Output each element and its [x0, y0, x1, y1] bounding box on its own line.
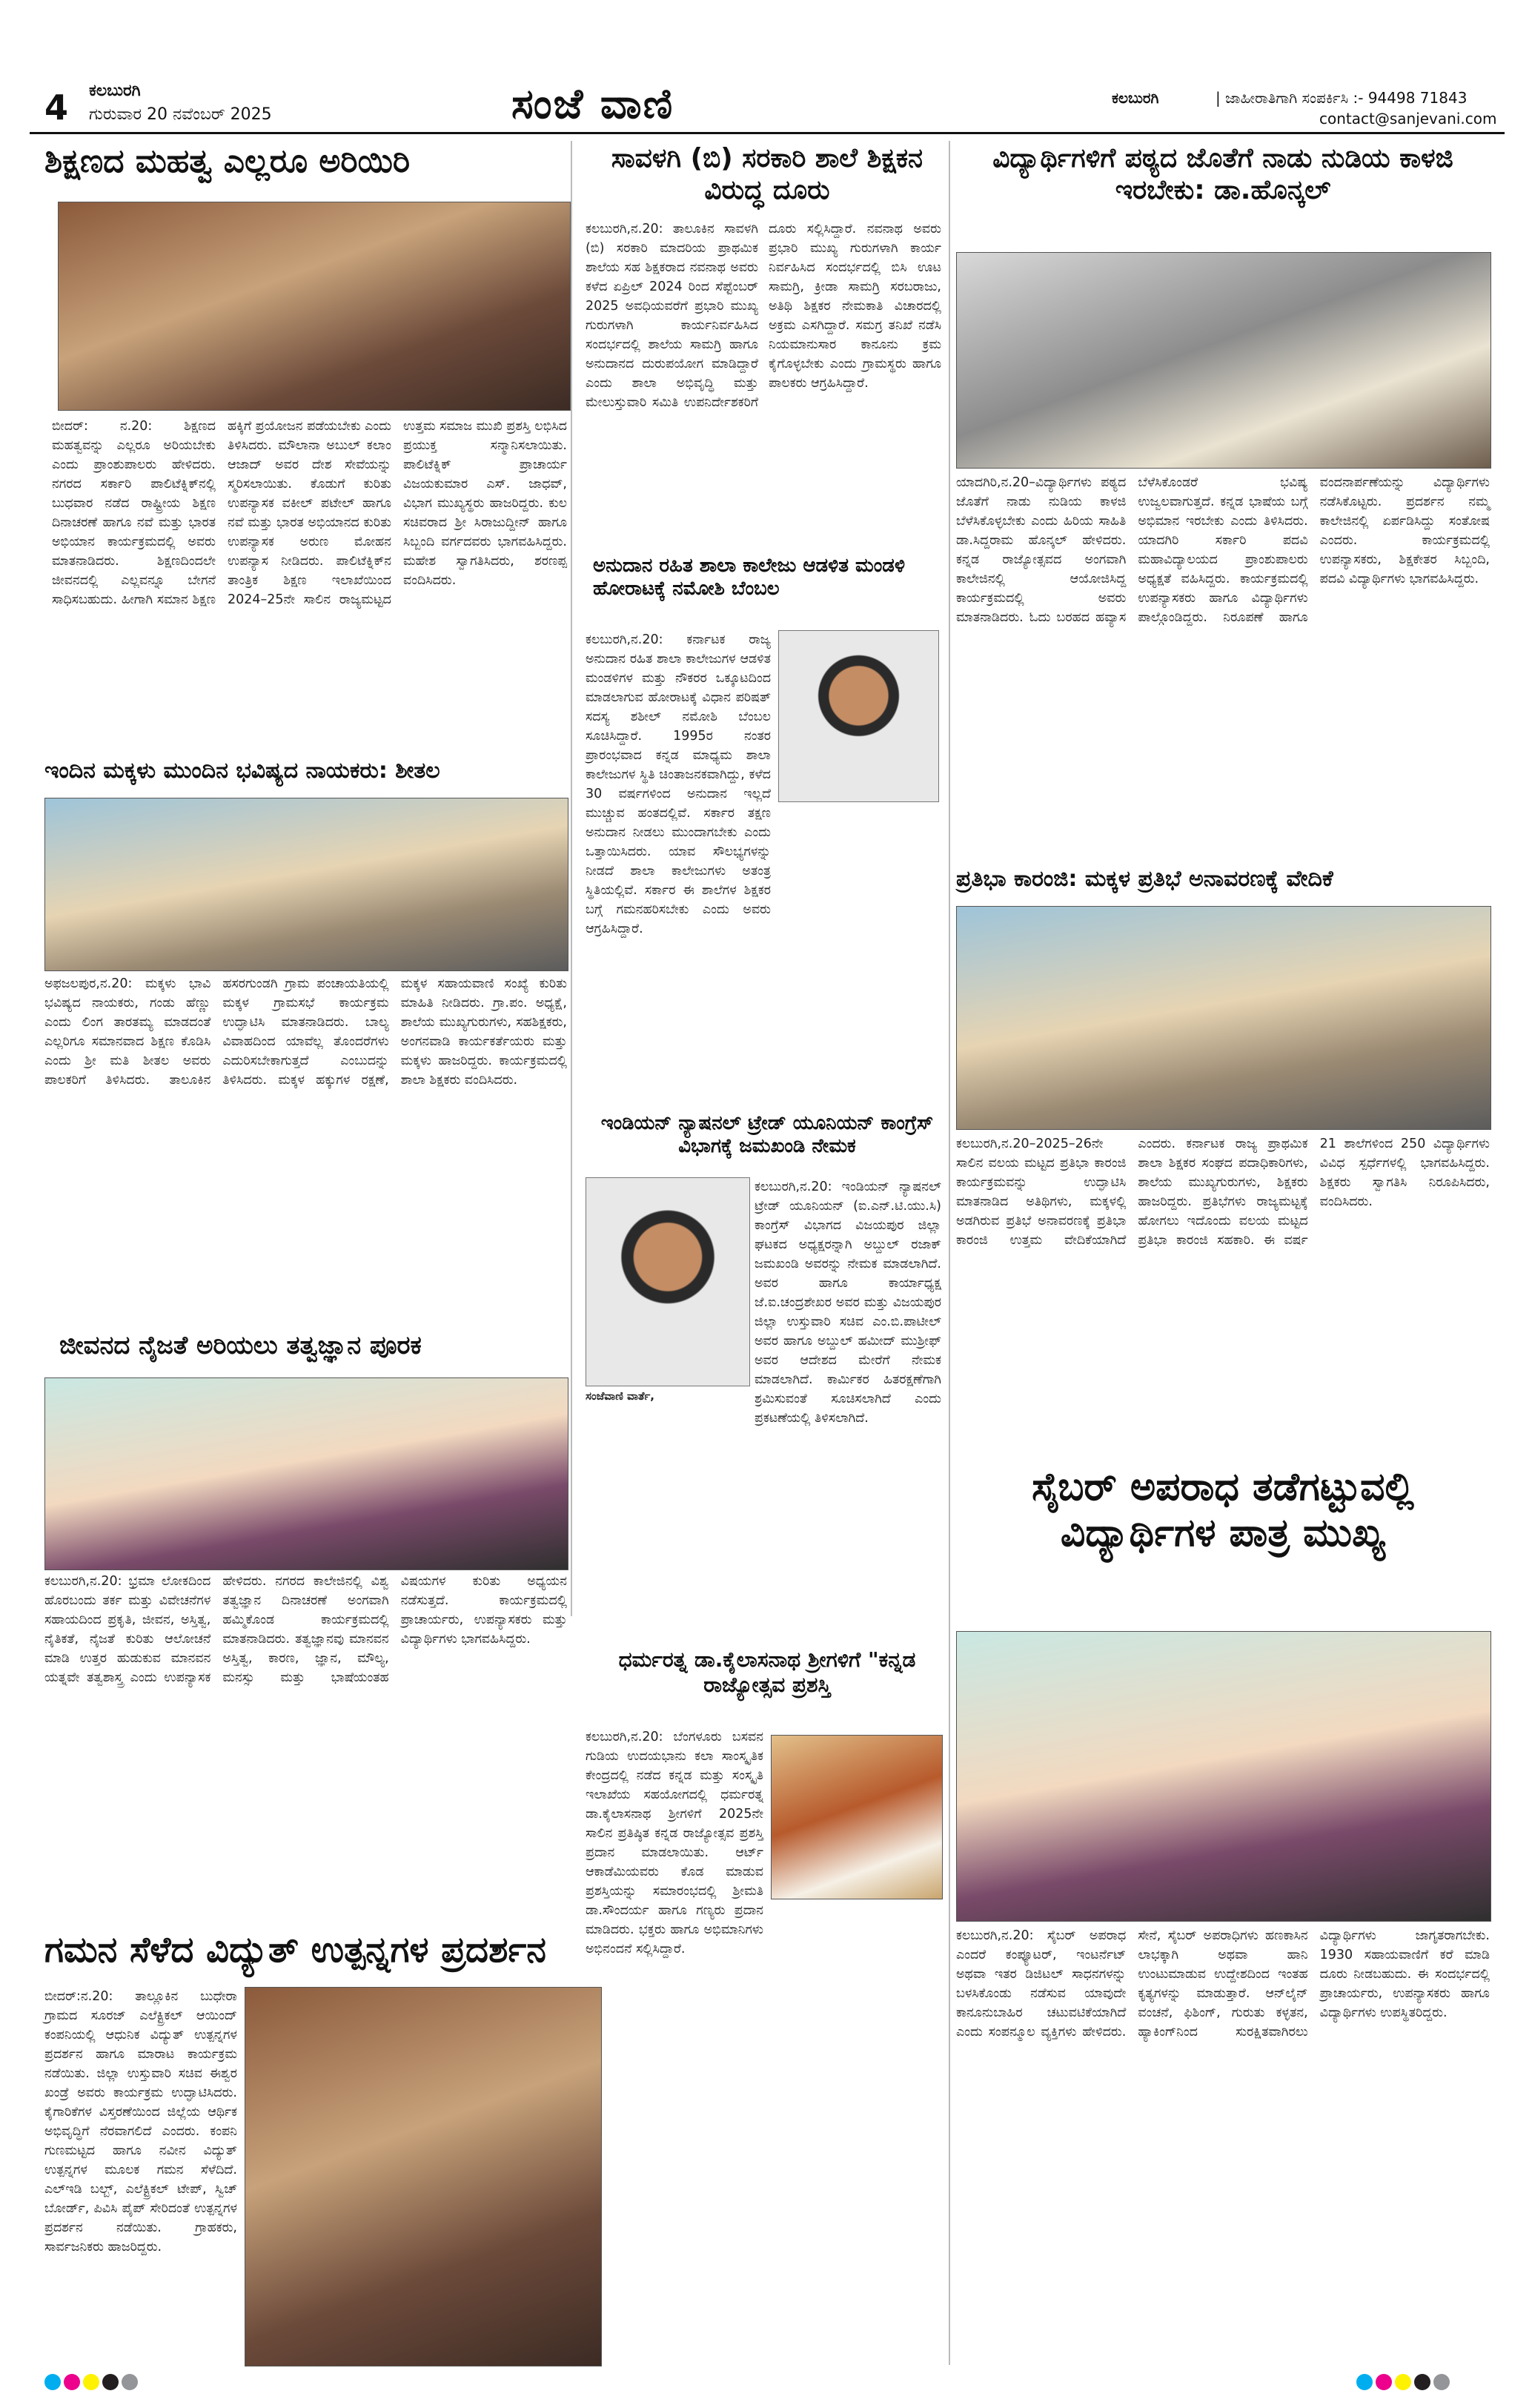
article-body-a10: ಕಲಬುರಗಿ,ನ.20: ಬೆಂಗಳೂರು ಬಸವನ ಗುಡಿಯ ಉದಯಭಾನು ಕಲಾ ಸಾಂಸ್ಕೃತಿಕ ಕೇಂದ್ರದಲ್ಲಿ ನಡೆದ ಕನ್ನಡ ಮತ್ತು ಸಂಸ್ಕೃತಿ ಇಲಾಖೆಯ ಸಹಯೋಗದಲ್ಲಿ ಧರ್ಮರತ್ನ ಡಾ.ಕೈಲಾಸನಾಥ ಶ್ರೀಗಳಿಗೆ 2025ನೇ ಸಾಲಿನ ಪ್ರತಿಷ್ಠಿತ ಕನ್ನಡ ರಾಜ್ಯೋತ್ಸವ ಪ್ರಶಸ್ತಿ ಪ್ರದಾನ ಮಾಡಲಾಯಿತು. ಆರ್ಟ್ ಆಕಾಡೆಮಿಯವರು ಕೊಡ ಮಾಡುವ ಪ್ರಶಸ್ತಿಯನ್ನು ಸಮಾರಂಭದಲ್ಲಿ ಶ್ರೀಮತಿ ಡಾ.ಸೌಂದರ್ಯ ಹಾಗೂ ಗಣ್ಯರು ಪ್ರದಾನ ಮಾಡಿದರು. ಭಕ್ತರು ಹಾಗೂ ಅಭಿಮಾನಿಗಳು ಅಭಿನಂದನೆ ಸಲ್ಲಿಸಿದ್ದಾರೆ.: [586, 1730, 763, 1956]
newspaper-logo: [511, 80, 674, 129]
article-body-a4-cont: [586, 804, 941, 1116]
headline-a8: ಪ್ರತಿಭಾ ಕಾರಂಜಿ: ಮಕ್ಕಳ ಪ್ರತಿಭೆ ಅನಾವರಣಕ್ಕೆ ವೇದಿಕೆ: [956, 866, 1333, 892]
registration-dot: [1356, 2374, 1373, 2390]
article-body-a7: ಕಲಬುರಗಿ,ನ.20: ಭ್ರಮಾ ಲೋಕದಿಂದ ಹೊರಬಂದು ತರ್ಕ ಮತ್ತು ವಿವೇಚನೆಗಳ ಸಹಾಯದಿಂದ ಪ್ರಕೃತಿ, ಜೀವನ, ಅಸ್ತಿತ್ವ, ನೈತಿಕತೆ, ನೈಜತೆ ಕುರಿತು ಆಲೋಚನೆ ಮಾಡಿ ಉತ್ತರ ಹುಡುಕುವ ಮಾನವನ ಯತ್ನವೇ ತತ್ವಶಾಸ್ತ್ರ ಎಂದು ಉಪನ್ಯಾಸಕ ಹೇಳಿದರು. ನಗರದ ಕಾಲೇಜಿನಲ್ಲಿ ವಿಶ್ವ ತತ್ವಜ್ಞಾನ ದಿನಾಚರಣೆ ಅಂಗವಾಗಿ ಹಮ್ಮಿಕೊಂಡ ಕಾರ್ಯಕ್ರಮದಲ್ಲಿ ಮಾತನಾಡಿದರು. ತತ್ವಜ್ಞಾನವು ಮಾನವನ ಅಸ್ತಿತ್ವ, ಕಾರಣ, ಜ್ಞಾನ, ಮೌಲ್ಯ, ಮನಸ್ಸು ಮತ್ತು ಭಾಷೆಯಂತಹ ವಿಷಯಗಳ ಕುರಿತು ಅಧ್ಯಯನ ನಡೆಸುತ್ತದೆ. ಕಾರ್ಯಕ್ರಮದಲ್ಲಿ ಪ್ರಾಚಾರ್ಯರು, ಉಪನ್ಯಾಸಕರು ಮತ್ತು ವಿದ್ಯಾರ್ಥಿಗಳು ಭಾಗವಹಿಸಿದ್ದರು.: [44, 1574, 567, 1685]
headline-a3: ವಿದ್ಯಾರ್ಥಿಗಳಿಗೆ ಪಠ್ಯದ ಜೊತೆಗೆ ನಾಡು ನುಡಿಯ ಕಾಳಜಿ ಇರಬೇಕು: ಡಾ.ಹೊನ್ಕಲ್: [992, 143, 1453, 206]
article-body-a5: ಅಫಜಲಪುರ,ನ.20: ಮಕ್ಕಳು ಭಾವಿ ಭವಿಷ್ಯದ ನಾಯಕರು, ಗಂಡು ಹೆಣ್ಣು ಎಂದು ಲಿಂಗ ತಾರತಮ್ಯ ಮಾಡದಂತೆ ಎಲ್ಲರಿಗೂ ಸಮಾನವಾದ ಶಿಕ್ಷಣ ಕೊಡಿಸಿ ಎಂದು ಶ್ರೀ ಮತಿ ಶೀತಲ ಅವರು ಪಾಲಕರಿಗೆ ತಿಳಿಸಿದರು. ತಾಲೂಕಿನ ಹಸರಗುಂಡಗಿ ಗ್ರಾಮ ಪಂಚಾಯತಿಯಲ್ಲಿ ಮಕ್ಕಳ ಗ್ರಾಮಸಭೆ ಕಾರ್ಯಕ್ರಮ ಉದ್ಘಾಟಿಸಿ ಮಾತನಾಡಿದರು. ಬಾಲ್ಯ ವಿವಾಹದಿಂದ ಯಾವೆಲ್ಲ ತೊಂದರೆಗಳು ಎದುರಿಸಬೇಕಾಗುತ್ತದೆ ಎಂಬುದನ್ನು ತಿಳಿಸಿದರು. ಮಕ್ಕಳ ಹಕ್ಕುಗಳ ರಕ್ಷಣೆ, ಮಕ್ಕಳ ಸಹಾಯವಾಣಿ ಸಂಖ್ಯೆ ಕುರಿತು ಮಾಹಿತಿ ನೀಡಿದರು. ಗ್ರಾ.ಪಂ. ಅಧ್ಯಕ್ಷೆ, ಶಾಲೆಯ ಮುಖ್ಯಗುರುಗಳು, ಸಹಶಿಕ್ಷಕರು, ಅಂಗನವಾಡಿ ಕಾರ್ಯಕರ್ತೆಯರು ಮತ್ತು ಮಕ್ಕಳು ಹಾಜರಿದ್ದರು. ಕಾರ್ಯಕ್ರಮದಲ್ಲಿ ಶಾಲಾ ಶಿಕ್ಷಕರು ವಂದಿಸಿದರು.: [44, 976, 567, 1088]
city-left: ಕಲಬುರಗಿ: [89, 82, 141, 100]
portrait-a6: [586, 1177, 750, 1386]
photo-a8: [956, 906, 1491, 1130]
registration-dot: [1376, 2374, 1392, 2390]
article-body-a4: ಕಲಬುರಗಿ,ನ.20: ಕರ್ನಾಟಕ ರಾಜ್ಯ ಅನುದಾನ ರಹಿತ ಶಾಲಾ ಕಾಲೇಜುಗಳ ಆಡಳಿತ ಮಂಡಳಿಗಳ ಮತ್ತು ನೌಕರರ ಒಕ್ಕೂಟದಿಂದ ಮಾಡಲಾಗುವ ಹೋರಾಟಕ್ಕೆ ವಿಧಾನ ಪರಿಷತ್ ಸದಸ್ಯ ಶಶೀಲ್ ನಮೋಶಿ ಬೆಂಬಲ ಸೂಚಿಸಿದ್ದಾರೆ. 1995ರ ನಂತರ ಪ್ರಾರಂಭವಾದ ಕನ್ನಡ ಮಾಧ್ಯಮ ಶಾಲಾ ಕಾಲೇಜುಗಳ ಸ್ಥಿತಿ ಚಿಂತಾಜನಕವಾಗಿದ್ದು, ಕಳೆದ 30 ವರ್ಷಗಳಿಂದ ಅನುದಾನ ಇಲ್ಲದೆ ಮುಚ್ಚುವ ಹಂತದಲ್ಲಿವೆ. ಸರ್ಕಾರ ತಕ್ಷಣ ಅನುದಾನ ನೀಡಲು ಮುಂದಾಗಬೇಕು ಎಂದು ಒತ್ತಾಯಿಸಿದರು. ಯಾವ ಸೌಲಭ್ಯಗಳನ್ನು ನೀಡದೆ ಶಾಲಾ ಕಾಲೇಜುಗಳು ಅತಂತ್ರ ಸ್ಥಿತಿಯಲ್ಲಿವೆ. ಸರ್ಕಾರ ಈ ಶಾಲೆಗಳ ಶಿಕ್ಷಕರ ಬಗ್ಗೆ ಗಮನಹರಿಸಬೇಕು ಎಂದು ಅವರು ಆಗ್ರಹಿಸಿದ್ದಾರೆ.: [586, 632, 771, 936]
city-right: ಕಲಬುರಗಿ: [1112, 89, 1159, 107]
article-body-a11-cont: [609, 1987, 943, 2365]
caption-a6: ಸಂಜೆವಾಣಿ ವಾರ್ತೆ,: [586, 1389, 655, 1403]
registration-dot: [1395, 2374, 1411, 2390]
registration-dot: [102, 2374, 119, 2390]
headline-a6: ಇಂಡಿಯನ್ ನ್ಯಾಷನಲ್ ಟ್ರೇಡ್ ಯೂನಿಯನ್ ಕಾಂಗ್ರೆಸ್ ವಿಭಾಗಕ್ಕೆ ಜಮಖಂಡಿ ನೇಮಕ: [600, 1112, 934, 1158]
article-body-a2: ಕಲಬುರಗಿ,ನ.20: ತಾಲೂಕಿನ ಸಾವಳಗಿ (ಬಿ) ಸರಕಾರಿ ಮಾದರಿಯ ಪ್ರಾಥಮಿಕ ಶಾಲೆಯ ಸಹ ಶಿಕ್ಷಕರಾದ ನವನಾಥ ಅವರು ಕಳೆದ ಏಪ್ರಿಲ್ 2024 ರಿಂದ ಸೆಪ್ಟೆಂಬರ್ 2025 ಅವಧಿಯವರೆಗೆ ಪ್ರಭಾರಿ ಮುಖ್ಯ ಗುರುಗಳಾಗಿ ಕಾರ್ಯನಿರ್ವಹಿಸಿದ ಸಂದರ್ಭದಲ್ಲಿ ಶಾಲೆಯ ಸಾಮಗ್ರಿ ಹಾಗೂ ಅನುದಾನದ ದುರುಪಯೋಗ ಮಾಡಿದ್ದಾರೆ ಎಂದು ಶಾಲಾ ಅಭಿವೃದ್ಧಿ ಮತ್ತು ಮೇಲುಸ್ತುವಾರಿ ಸಮಿತಿ ಉಪನಿರ್ದೇಶಕರಿಗೆ ದೂರು ಸಲ್ಲಿಸಿದ್ದಾರೆ. ನವನಾಥ ಅವರು ಪ್ರಭಾರಿ ಮುಖ್ಯ ಗುರುಗಳಾಗಿ ಕಾರ್ಯ ನಿರ್ವಹಿಸಿದ ಸಂದರ್ಭದಲ್ಲಿ ಬಿಸಿ ಊಟ ಸಾಮಗ್ರಿ, ಕ್ರೀಡಾ ಸಾಮಗ್ರಿ ಸರಬರಾಜು, ಅತಿಥಿ ಶಿಕ್ಷಕರ ನೇಮಕಾತಿ ವಿಚಾರದಲ್ಲಿ ಅಕ್ರಮ ಎಸಗಿದ್ದಾರೆ. ಸಮಗ್ರ ತನಿಖೆ ನಡೆಸಿ ನಿಯಮಾನುಸಾರ ಕಾನೂನು ಕ್ರಮ ಕೈಗೊಳ್ಳಬೇಕು ಎಂದು ಗ್ರಾಮಸ್ಥರು ಹಾಗೂ ಪಾಲಕರು ಆಗ್ರಹಿಸಿದ್ದಾರೆ.: [586, 222, 941, 410]
registration-dot: [122, 2374, 138, 2390]
article-body-a11: ಬೀದರ್:ನ.20: ತಾಲ್ಲೂಕಿನ ಬುಧೇರಾ ಗ್ರಾಮದ ಸೂರಜ್ ಎಲೆಕ್ಟ್ರಿಕಲ್ ಆಯಿಂದ್ ಕಂಪನಿಯಲ್ಲಿ ಆಧುನಿಕ ವಿದ್ಯುತ್ ಉತ್ಪನ್ನಗಳ ಪ್ರದರ್ಶನ ಹಾಗೂ ಮಾರಾಟ ಕಾರ್ಯಕ್ರಮ ನಡೆಯಿತು. ಜಿಲ್ಲಾ ಉಸ್ತುವಾರಿ ಸಚಿವ ಈಶ್ವರ ಖಂಡ್ರೆ ಅವರು ಕಾರ್ಯಕ್ರಮ ಉದ್ಘಾಟಿಸಿದರು. ಕೈಗಾರಿಕೆಗಳ ವಿಸ್ತರಣೆಯಿಂದ ಜಿಲ್ಲೆಯ ಆರ್ಥಿಕ ಅಭಿವೃದ್ಧಿಗೆ ನೆರವಾಗಲಿದೆ ಎಂದರು. ಕಂಪನಿ ಗುಣಮಟ್ಟದ ಹಾಗೂ ನವೀನ ವಿದ್ಯುತ್ ಉತ್ಪನ್ನಗಳ ಮೂಲಕ ಗಮನ ಸೆಳೆದಿದೆ. ಎಲ್‌ಇಡಿ ಬಲ್ಬ್, ಎಲೆಕ್ಟ್ರಿಕಲ್ ಟೇಪ್, ಸ್ವಿಚ್ ಬೋರ್ಡ್, ಪಿವಿಸಿ ಪೈಪ್ ಸೇರಿದಂತೆ ಉತ್ಪನ್ನಗಳ ಪ್ರದರ್ಶನ ನಡೆಯಿತು. ಗ್ರಾಹಕರು, ಸಾರ್ವಜನಿಕರು ಹಾಜರಿದ್ದರು.: [44, 1989, 237, 2255]
article-body-a1: ಬೀದರ್: ನ.20: ಶಿಕ್ಷಣದ ಮಹತ್ವವನ್ನು ಎಲ್ಲರೂ ಅರಿಯಬೇಕು ಎಂದು ಪ್ರಾಂಶುಪಾಲರು ಹೇಳಿದರು. ನಗರದ ಸರ್ಕಾರಿ ಪಾಲಿಟೆಕ್ನಿಕ್‌ನಲ್ಲಿ ಬುಧವಾರ ನಡೆದ ರಾಷ್ಟ್ರೀಯ ಶಿಕ್ಷಣ ದಿನಾಚರಣೆ ಹಾಗೂ ನವೆ ಮತ್ತು ಭಾರತ ಅಭಿಯಾನ ಕಾರ್ಯಕ್ರಮದಲ್ಲಿ ಅವರು ಮಾತನಾಡಿದರು. ಶಿಕ್ಷಣದಿಂದಲೇ ಜೀವನದಲ್ಲಿ ಎಲ್ಲವನ್ನೂ ಬೇಗನೆ ಸಾಧಿಸಬಹುದು. ಹೀಗಾಗಿ ಸಮಾನ ಶಿಕ್ಷಣ ಹಕ್ಕಿಗೆ ಪ್ರಯೋಜನ ಪಡೆಯಬೇಕು ಎಂದು ತಿಳಿಸಿದರು. ಮೌಲಾನಾ ಅಬುಲ್ ಕಲಾಂ ಆಜಾದ್ ಅವರ ದೇಶ ಸೇವೆಯನ್ನು ಸ್ಮರಿಸಲಾಯಿತು. ಕೊಡುಗೆ ಕುರಿತು ಉಪನ್ಯಾಸಕ ವಕೀಲ್ ಪಟೇಲ್ ಹಾಗೂ ನವೆ ಮತ್ತು ಭಾರತ ಅಭಿಯಾನದ ಕುರಿತು ಉಪನ್ಯಾಸಕ ಅರುಣ ಮೋಹನ ಉಪನ್ಯಾಸ ನೀಡಿದರು. ಪಾಲಿಟೆಕ್ನಿಕ್‌ನ ತಾಂತ್ರಿಕ ಶಿಕ್ಷಣ ಇಲಾಖೆಯಿಂದ 2024–25ನೇ ಸಾಲಿನ ರಾಜ್ಯಮಟ್ಟದ ಉತ್ತಮ ಸಮಾಜ ಮುಖಿ ಪ್ರಶಸ್ತಿ ಲಭಿಸಿದ ಪ್ರಯುಕ್ತ ಸನ್ಮಾನಿಸಲಾಯಿತು. ಪಾಲಿಟೆಕ್ನಿಕ್ ಪ್ರಾಚಾರ್ಯ ವಿಜಯಕುಮಾರ ಎಸ್. ಜಾಧವ್, ವಿಭಾಗ ಮುಖ್ಯಸ್ಥರು ಹಾಜರಿದ್ದರು. ಕುಲ ಸಚಿವರಾದ ಶ್ರೀ ಸಿರಾಜುದ್ದೀನ್ ಹಾಗೂ ಸಿಬ್ಬಂದಿ ವರ್ಗದವರು ಭಾಗವಹಿಸಿದ್ದರು. ಮಹೇಶ ಸ್ವಾಗತಿಸಿದರು, ಶರಣಪ್ಪ ವಂದಿಸಿದರು.: [52, 419, 567, 607]
headline-a4: ಅನುದಾನ ರಹಿತ ಶಾಲಾ ಕಾಲೇಜು ಆಡಳಿತ ಮಂಡಳಿ ಹೋರಾಟಕ್ಕೆ ನಮೋಶಿ ಬೆಂಬಲ: [593, 555, 906, 601]
article-body-a4-part: [586, 630, 771, 936]
photo-a11: [245, 1987, 602, 2366]
color-registration-left: [44, 2374, 141, 2393]
photo-a9: [956, 1631, 1491, 1922]
registration-dot: [83, 2374, 99, 2390]
headline-a7: ಜೀವನದ ನೈಜತೆ ಅರಿಯಲು ತತ್ವಜ್ಞಾನ ಪೂರಕ: [59, 1331, 422, 1360]
masthead: [0, 0, 1532, 133]
headline-a1: ಶಿಕ್ಷಣದ ಮಹತ್ವ ಎಲ್ಲರೂ ಅರಿಯಿರಿ: [44, 142, 411, 180]
headline-a11: ಗಮನ ಸೆಳೆದ ವಿದ್ಯುತ್ ಉತ್ಪನ್ನಗಳ ಪ್ರದರ್ಶನ: [44, 1929, 546, 1971]
article-body-a6: ಕಲಬುರಗಿ,ನ.20: ಇಂಡಿಯನ್ ನ್ಯಾಷನಲ್ ಟ್ರೇಡ್ ಯೂನಿಯನ್ (ಐ.ಎನ್.ಟಿ.ಯು.ಸಿ) ಕಾಂಗ್ರೆಸ್ ವಿಭಾಗದ ವಿಜಯಪುರ ಜಿಲ್ಲಾ ಘಟಕದ ಅಧ್ಯಕ್ಷರನ್ನಾಗಿ ಅಬ್ದುಲ್ ರಜಾಕ್ ಜಮಖಂಡಿ ಅವರನ್ನು ನೇಮಕ ಮಾಡಲಾಗಿದೆ. ಅವರ ಹಾಗೂ ಕಾರ್ಯಾಧ್ಯಕ್ಷ ಜೆ.ಐ.ಚಂದ್ರಶೇಖರ ಅವರ ಮತ್ತು ವಿಜಯಪುರ ಜಿಲ್ಲಾ ಉಸ್ತುವಾರಿ ಸಚಿವ ಎಂ.ಬಿ.ಪಾಟೀಲ್ ಅವರ ಹಾಗೂ ಅಬ್ದುಲ್ ಹಮೀದ್ ಮುಶ್ರೀಫ್ ಅವರ ಆದೇಶದ ಮೇರೆಗೆ ನೇಮಕ ಮಾಡಲಾಗಿದೆ. ಕಾರ್ಮಿಕರ ಹಿತರಕ್ಷಣೆಗಾಗಿ ಶ್ರಮಿಸುವಂತೆ ಸೂಚಿಸಲಾಗಿದೆ ಎಂದು ಪ್ರಕಟಣೆಯಲ್ಲಿ ತಿಳಿಸಲಾಗಿದೆ.: [755, 1180, 941, 1426]
headline-a2: ಸಾವಳಗಿ (ಬಿ) ಸರಕಾರಿ ಶಾಲೆ ಶಿಕ್ಷಕನ ವಿರುದ್ಧ ದೂರು: [611, 143, 923, 206]
color-registration-right: [1356, 2374, 1453, 2393]
registration-dot: [44, 2374, 61, 2390]
photo-a3: [956, 252, 1491, 469]
logo-text: ಸಂಜೆ ವಾಣಿ: [511, 80, 674, 128]
registration-dot: [1414, 2374, 1430, 2390]
contact-email: contact@sanjevani.com: [1319, 110, 1497, 128]
headline-a10: ಧರ್ಮರತ್ನ ಡಾ.ಕೈಲಾಸನಾಥ ಶ್ರೀಗಳಿಗೆ "ಕನ್ನಡ ರಾಜ್ಯೋತ್ಸವ ಪ್ರಶಸ್ತಿ: [618, 1647, 916, 1697]
portrait-a4: [778, 630, 939, 802]
page-number: 4: [44, 87, 69, 128]
headline-a9: ಸೈಬರ್ ಅಪರಾಧ ತಡೆಗಟ್ಟುವಲ್ಲಿ ವಿದ್ಯಾರ್ಥಿಗಳ ಪಾತ್ರ ಮುಖ್ಯ: [1032, 1465, 1414, 1556]
footer: [0, 2366, 1532, 2408]
article-body-a3: ಯಾದಗಿರಿ,ನ.20–ವಿದ್ಯಾರ್ಥಿಗಳು ಪಠ್ಯದ ಜೊತೆಗೆ ನಾಡು ನುಡಿಯ ಕಾಳಜಿ ಬೆಳೆಸಿಕೊಳ್ಳಬೇಕು ಎಂದು ಹಿರಿಯ ಸಾಹಿತಿ ಡಾ.ಸಿದ್ದರಾಮ ಹೊನ್ಕಲ್ ಹೇಳಿದರು. ಕನ್ನಡ ರಾಜ್ಯೋತ್ಸವದ ಅಂಗವಾಗಿ ಕಾಲೇಜಿನಲ್ಲಿ ಆಯೋಜಿಸಿದ್ದ ಕಾರ್ಯಕ್ರಮದಲ್ಲಿ ಅವರು ಮಾತನಾಡಿದರು. ಓದು ಬರಹದ ಹವ್ಯಾಸ ಬೆಳೆಸಿಕೊಂಡರೆ ಭವಿಷ್ಯ ಉಜ್ವಲವಾಗುತ್ತದೆ. ಕನ್ನಡ ಭಾಷೆಯ ಬಗ್ಗೆ ಅಭಿಮಾನ ಇರಬೇಕು ಎಂದು ತಿಳಿಸಿದರು. ಯಾದಗಿರಿ ಸರ್ಕಾರಿ ಪದವಿ ಮಹಾವಿದ್ಯಾಲಯದ ಪ್ರಾಂಶುಪಾಲರು ಅಧ್ಯಕ್ಷತೆ ವಹಿಸಿದ್ದರು. ಕಾರ್ಯಕ್ರಮದಲ್ಲಿ ಉಪನ್ಯಾಸಕರು ಹಾಗೂ ವಿದ್ಯಾರ್ಥಿಗಳು ಪಾಲ್ಗೊಂಡಿದ್ದರು. ನಿರೂಪಣೆ ಹಾಗೂ ವಂದನಾರ್ಪಣೆಯನ್ನು ವಿದ್ಯಾರ್ಥಿಗಳು ನಡೆಸಿಕೊಟ್ಟರು. ಪ್ರದರ್ಶನ ನಮ್ಮ ಕಾಲೇಜಿನಲ್ಲಿ ಏರ್ಪಡಿಸಿದ್ದು ಸಂತೋಷ ಎಂದರು. ಕಾರ್ಯಕ್ರಮದಲ್ಲಿ ಉಪನ್ಯಾಸಕರು, ಶಿಕ್ಷಕೇತರ ಸಿಬ್ಬಂದಿ, ಪದವಿ ವಿದ್ಯಾರ್ಥಿಗಳು ಭಾಗವಹಿಸಿದ್ದರು.: [956, 475, 1490, 625]
photo-a10: [771, 1735, 943, 1899]
photo-a5: [44, 798, 568, 971]
photo-a7: [44, 1377, 568, 1570]
masthead-rule: [30, 132, 1505, 134]
headline-a5: ಇಂದಿನ ಮಕ್ಕಳು ಮುಂದಿನ ಭವಿಷ್ಯದ ನಾಯಕರು: ಶೀತಲ: [44, 758, 440, 784]
article-body-a9: ಕಲಬುರಗಿ,ನ.20: ಸೈಬರ್ ಅಪರಾಧ ಎಂದರೆ ಕಂಪ್ಯೂಟರ್, ಇಂಟರ್ನೆಟ್ ಅಥವಾ ಇತರ ಡಿಜಿಟಲ್ ಸಾಧನಗಳನ್ನು ಬಳಸಿಕೊಂಡು ನಡೆಸುವ ಯಾವುದೇ ಕಾನೂನುಬಾಹಿರ ಚಟುವಟಿಕೆಯಾಗಿದೆ ಎಂದು ಸಂಪನ್ಮೂಲ ವ್ಯಕ್ತಿಗಳು ಹೇಳಿದರು. ಸೇನೆ, ಸೈಬರ್ ಅಪರಾಧಿಗಳು ಹಣಕಾಸಿನ ಲಾಭಕ್ಕಾಗಿ ಅಥವಾ ಹಾನಿ ಉಂಟುಮಾಡುವ ಉದ್ದೇಶದಿಂದ ಇಂತಹ ಕೃತ್ಯಗಳನ್ನು ಮಾಡುತ್ತಾರೆ. ಆನ್‌ಲೈನ್ ವಂಚನೆ, ಫಿಶಿಂಗ್, ಗುರುತು ಕಳ್ಳತನ, ಹ್ಯಾಕಿಂಗ್‌ನಿಂದ ಸುರಕ್ಷಿತವಾಗಿರಲು ವಿದ್ಯಾರ್ಥಿಗಳು ಜಾಗೃತರಾಗಬೇಕು. 1930 ಸಹಾಯವಾಣಿಗೆ ಕರೆ ಮಾಡಿ ದೂರು ನೀಡಬಹುದು. ಈ ಸಂದರ್ಭದಲ್ಲಿ ಪ್ರಾಚಾರ್ಯರು, ಉಪನ್ಯಾಸಕರು ಹಾಗೂ ವಿದ್ಯಾರ್ಥಿಗಳು ಉಪಸ್ಥಿತರಿದ್ದರು.: [956, 1928, 1490, 2040]
date-line: ಗುರುವಾರ 20 ನವೆಂಬರ್ 2025: [89, 105, 272, 124]
article-body-a8: ಕಲಬುರಗಿ,ನ.20–2025–26ನೇ ಸಾಲಿನ ವಲಯ ಮಟ್ಟದ ಪ್ರತಿಭಾ ಕಾರಂಜಿ ಕಾರ್ಯಕ್ರಮವನ್ನು ಉದ್ಘಾಟಿಸಿ ಮಾತನಾಡಿದ ಅತಿಥಿಗಳು, ಮಕ್ಕಳಲ್ಲಿ ಅಡಗಿರುವ ಪ್ರತಿಭೆ ಅನಾವರಣಕ್ಕೆ ಪ್ರತಿಭಾ ಕಾರಂಜಿ ಉತ್ತಮ ವೇದಿಕೆಯಾಗಿದೆ ಎಂದರು. ಕರ್ನಾಟಕ ರಾಜ್ಯ ಪ್ರಾಥಮಿಕ ಶಾಲಾ ಶಿಕ್ಷಕರ ಸಂಘದ ಪದಾಧಿಕಾರಿಗಳು, ಶಾಲೆಯ ಮುಖ್ಯಗುರುಗಳು, ಶಿಕ್ಷಕರು ಹಾಜರಿದ್ದರು. ಪ್ರತಿಭೆಗಳು ರಾಜ್ಯಮಟ್ಟಕ್ಕೆ ಹೋಗಲು ಇದೊಂದು ವಲಯ ಮಟ್ಟದ ಪ್ರತಿಭಾ ಕಾರಂಜಿ ಸಹಕಾರಿ. ಈ ವರ್ಷ 21 ಶಾಲೆಗಳಿಂದ 250 ವಿದ್ಯಾರ್ಥಿಗಳು ವಿವಿಧ ಸ್ಪರ್ಧೆಗಳಲ್ಲಿ ಭಾಗವಹಿಸಿದ್ದರು. ಶಿಕ್ಷಕರು ಸ್ವಾಗತಿಸಿ ನಿರೂಪಿಸಿದರು, ವಂದಿಸಿದರು.: [956, 1137, 1490, 1248]
column-divider: [949, 141, 950, 2365]
registration-dot: [64, 2374, 80, 2390]
column-divider: [571, 141, 572, 1616]
photo-a1: [58, 202, 571, 411]
ads-contact: | ಜಾಹೀರಾತಿಗಾಗಿ ಸಂಪರ್ಕಿಸಿ :- 94498 71843: [1216, 89, 1468, 107]
registration-dot: [1433, 2374, 1450, 2390]
